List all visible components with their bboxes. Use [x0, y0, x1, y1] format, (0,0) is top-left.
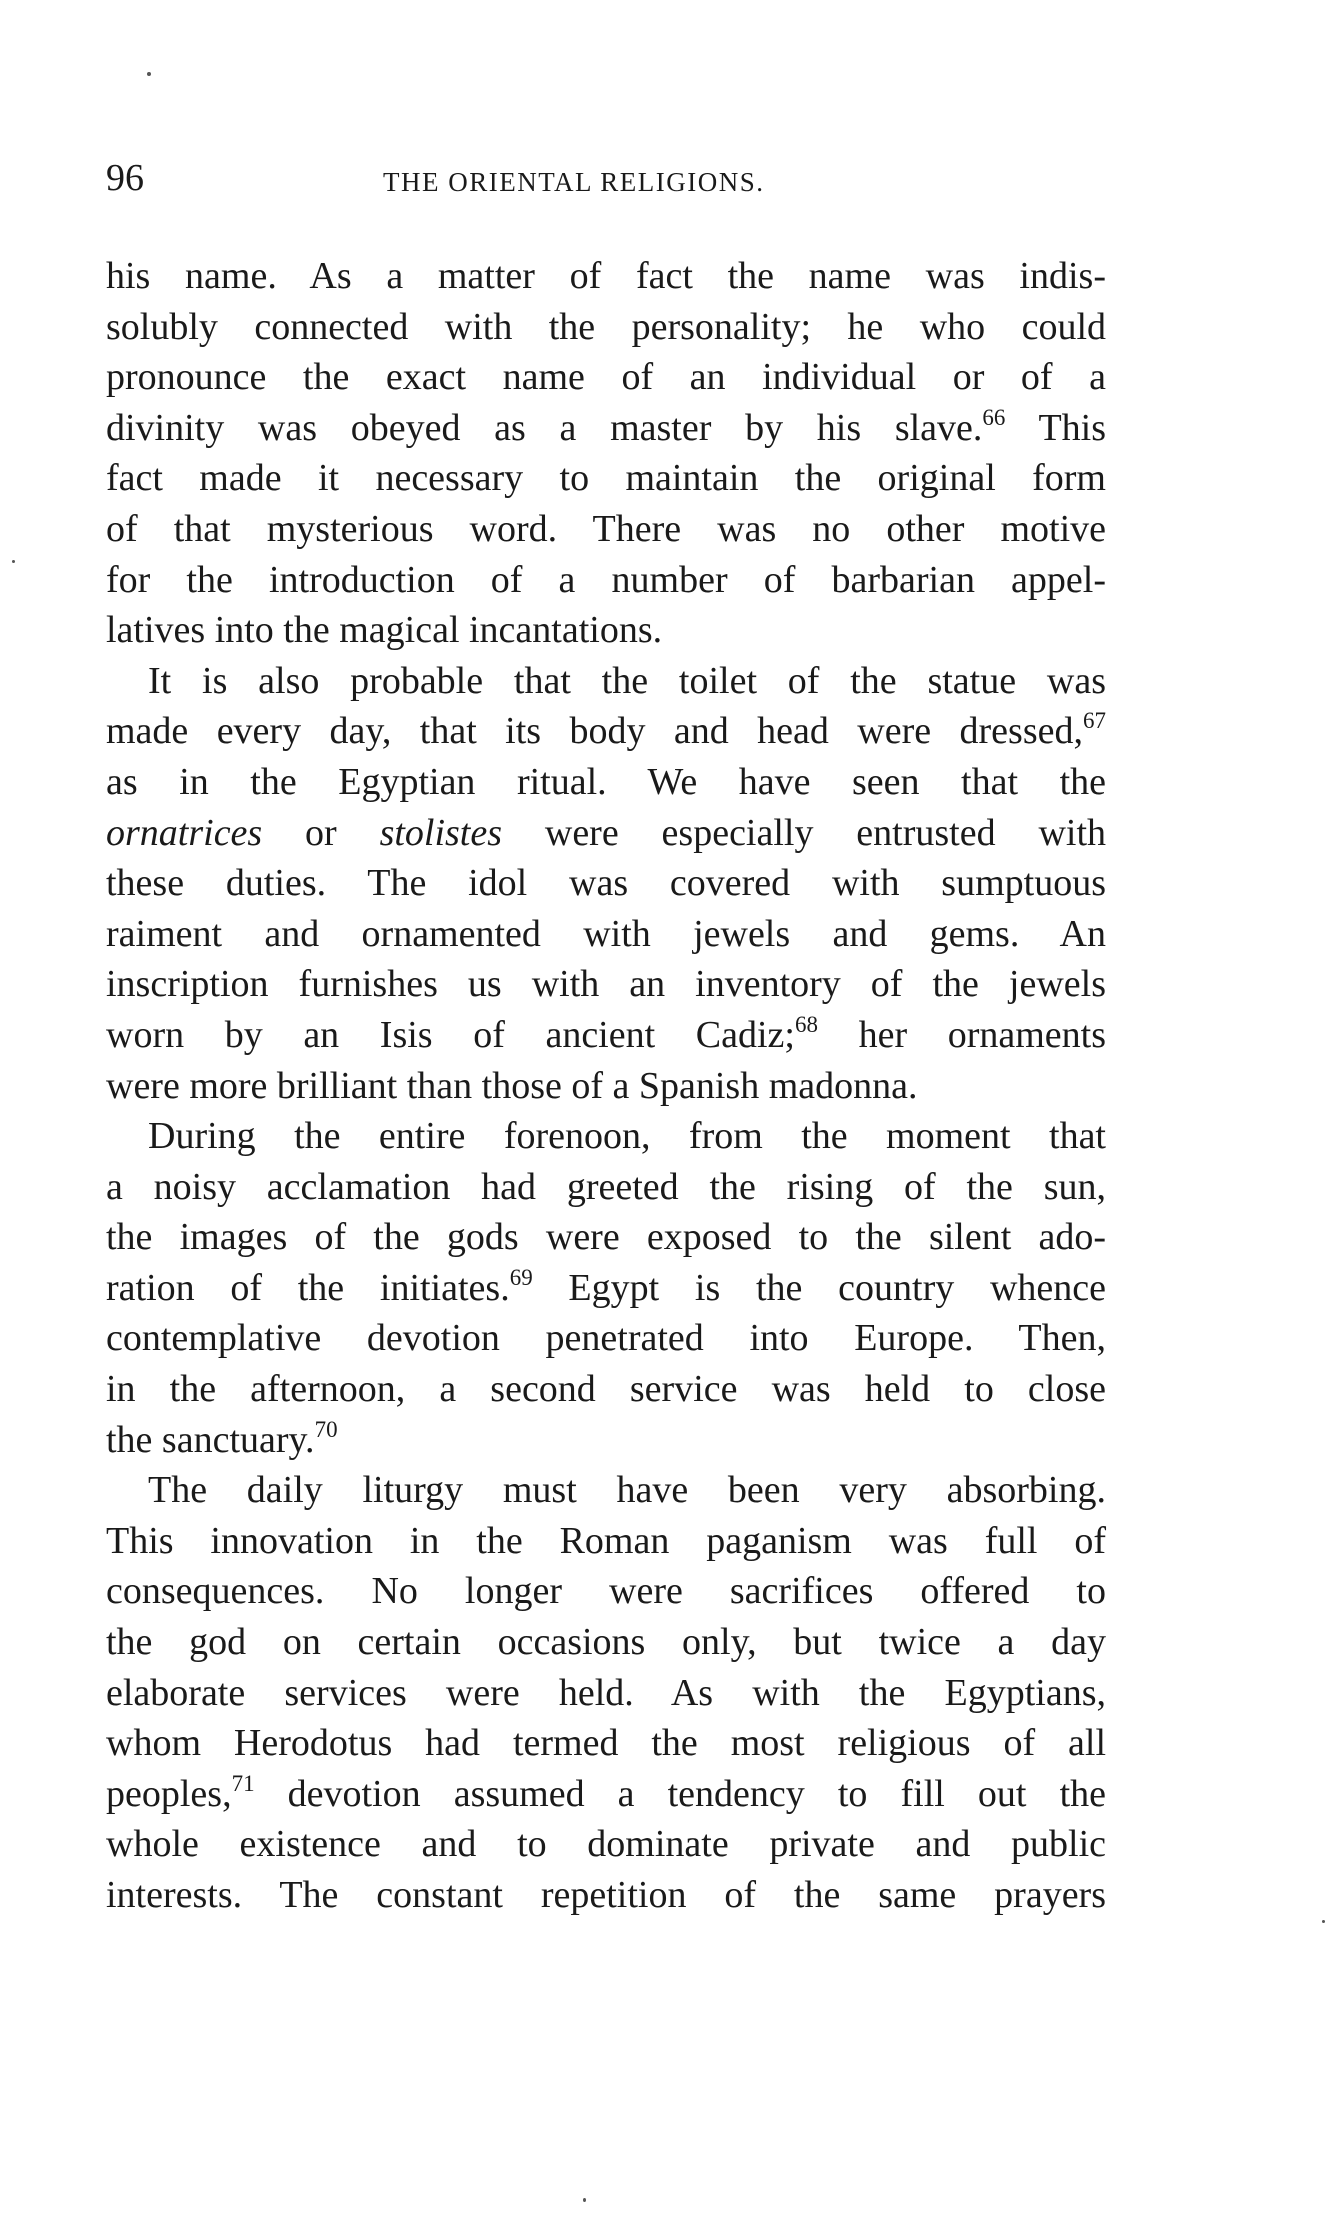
text-line: worn by an Isis of ancient Cadiz;$^{68}$ her ornaments: [106, 1011, 1106, 1056]
text-line: ration of the initiates.$^{69}$ Egypt is the country whence: [106, 1264, 1106, 1309]
paragraph: [106, 1465, 1106, 1920]
footnote-ref[interactable]: 71: [231, 1770, 255, 1796]
text-line: for the introduction of a number of barbarian appel-: [106, 558, 1106, 601]
text-line: of that mysterious word. There was no other motive: [106, 507, 1106, 550]
body-text: [106, 251, 1106, 1921]
text-line: were more brilliant than those of a Spanish madonna.: [106, 1064, 918, 1107]
text-line: his name. As a matter of fact the name was indis-: [106, 255, 1106, 297]
text-line: these duties. The idol was covered with sumptuous: [106, 862, 1106, 905]
footnote-ref[interactable]: 68: [794, 1011, 818, 1037]
text-line: pronounce the exact name of an individual or of a: [106, 356, 1106, 399]
footnote-ref[interactable]: 66: [982, 404, 1006, 430]
paragraph: [106, 1111, 1106, 1465]
text-line: a noisy acclamation had greeted the rising of the sun,: [106, 1165, 1106, 1208]
scan-speck: [147, 72, 151, 76]
text-line: elaborate services were held. As with the Egyptians,: [106, 1671, 1106, 1714]
text-line: fact made it necessary to maintain the original form: [106, 457, 1106, 500]
text-line: whom Herodotus had termed the most religious of all: [106, 1722, 1106, 1765]
text-line: During the entire forenoon, from the moment that: [148, 1115, 1106, 1158]
text-line: latives into the magical incantations.: [106, 609, 663, 652]
text-line: the images of the gods were exposed to the silent ado-: [106, 1216, 1106, 1259]
scan-speck: [583, 2198, 586, 2202]
text-line: the sanctuary.$^{70}$: [106, 1416, 338, 1461]
paragraph: [106, 251, 1106, 656]
footnote-ref[interactable]: 70: [314, 1416, 338, 1442]
page-number: 96: [106, 157, 144, 199]
text-line: raiment and ornamented with jewels and gems. An: [106, 912, 1106, 955]
running-title: THE ORIENTAL RELIGIONS.: [383, 167, 765, 197]
text-line: as in the Egyptian ritual. We have seen that the: [106, 760, 1106, 803]
text-line: the god on certain occasions only, but twice a day: [106, 1621, 1106, 1664]
footnote-ref[interactable]: 69: [509, 1264, 533, 1290]
text-line: in the afternoon, a second service was held to close: [106, 1368, 1106, 1411]
footnote-ref[interactable]: 67: [1083, 708, 1106, 734]
text-line: interests. The constant repetition of the same prayers: [106, 1874, 1106, 1916]
text-line: The daily liturgy must have been very absorbing.: [148, 1469, 1106, 1512]
text-line: divinity was obeyed as a master by his slave.$^{66}$ This: [106, 404, 1106, 449]
text-line: contemplative devotion penetrated into Europe. Then,: [106, 1317, 1106, 1360]
scan-speck: [12, 560, 15, 563]
text-line: It is also probable that the toilet of the statue was: [148, 659, 1106, 702]
text-line: inscription furnishes us with an inventory of the jewels: [106, 963, 1106, 1006]
text-line: whole existence and to dominate private and public: [106, 1823, 1106, 1866]
scan-speck: [1322, 1920, 1325, 1923]
text-line: ornatrices or stolistes were especially entrusted with: [106, 811, 1106, 854]
text-line: made every day, that its body and head were dressed,$^{67}$: [106, 708, 1106, 753]
text-line: consequences. No longer were sacrifices offered to: [106, 1570, 1106, 1613]
paragraph: [106, 656, 1106, 1111]
text-line: peoples,$^{71}$ devotion assumed a tendency to fill out the: [106, 1770, 1106, 1815]
text-line: This innovation in the Roman paganism was full of: [106, 1519, 1106, 1562]
text-line: solubly connected with the personality; he who could: [106, 305, 1106, 348]
running-head: [106, 148, 1106, 208]
